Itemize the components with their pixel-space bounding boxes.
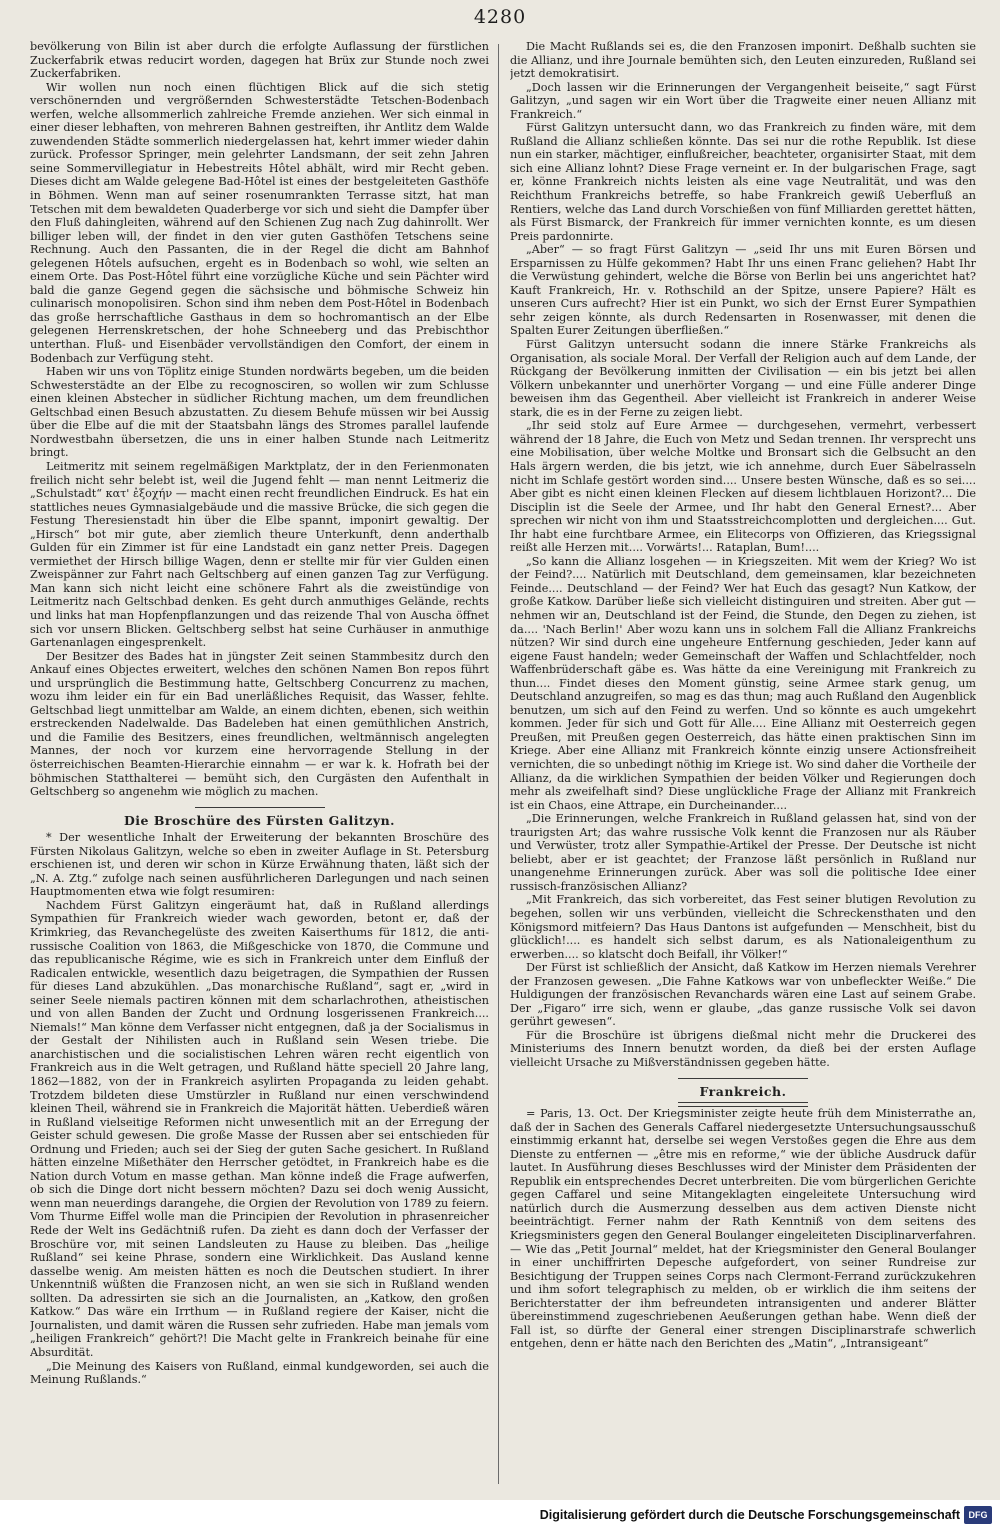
paragraph: * Der wesentliche Inhalt der Erweiterung der bekannten Broschüre des Fürsten Nikolaus Galitzyn, welche so eben in zweiter Auflage in St. Petersburg erschienen ist, und deren wir schon in Kürze Erwähnung thaten, läßt sich der „N. A. Ztg.“ zufolge nach seinen ausführlicheren Darlegungen und nach seinen Hauptmomenten etwa wie folgt resumiren: bbox=[30, 831, 489, 899]
paragraph: Leitmeritz mit seinem regelmäßigen Marktplatz, der in den Ferienmonaten freilich nicht sehr belebt ist, weil die Jugend fehlt — man nennt Leitmeriz die „Schulstadt“ κατ' ἐξοχήν — macht einen recht freundlichen Eindruck. Es hat ein stattliches neues Gymnasialgebäude und die massive Brücke, die sich gegen die Festung Theresienstadt hin über die Elbe spannt, imponirt gewaltig. Der „Hirsch“ bot mir gute, aber ziemlich theure Unterkunft, denn anderthalb Gulden für ein Zimmer ist für eine Landstadt ein ganz netter Preis. Dagegen vermiethet der Hirsch billige Wagen, denn er stellte mir für vier Gulden einen Zweispänner zur Fahrt nach Geltschberg auf einen ganzen Tag zur Verfügung. Man kann sich nicht leicht eine schönere Fahrt als die zweistündige von Leitmeritz nach Geltschbad denken. Es geht durch anmuthiges Gelände, rechts und links hat man Hopfenpflanzungen und das reizende Thal von Auscha öffnet sich vor unsern Blicken. Geltschberg selbst hat seine Curhäuser in anmuthige Gartenanlagen eingesprenkelt. bbox=[30, 459, 489, 650]
paragraph: Haben wir uns von Töplitz einige Stunden nordwärts begeben, um die beiden Schwesterstädte an der Elbe zu recognosciren, so wollen wir zum Schlusse einen kleinen Abstecher in südlicher Richtung machen, um dem freundlichen Geltschbad einen Besuch abzustatten. Zu diesem Behufe müssen wir bei Aussig über die Elbe auf die mit der Staatsbahn längs des Stromes parallel laufende Nordwestbahn übersetzen, die uns in einer halben Stunde nach Leitmeritz bringt. bbox=[30, 365, 489, 460]
paragraph: Der Fürst ist schließlich der Ansicht, daß Katkow im Herzen niemals Verehrer der Franzosen gewesen. „Die Fahne Katkows war von unbefleckter Weiße.“ Die Huldigungen der französischen Revanchards wären eine Last auf seinem Grabe. Der „Figaro“ irre sich, wenn er glaube, „das ganze russische Volk sei davon gerührt gewesen“. bbox=[510, 961, 976, 1029]
paragraph: Nachdem Fürst Galitzyn eingeräumt hat, daß in Rußland allerdings Sympathien für Frankreich wieder wach geworden, betont er, daß der Krimkrieg, das Revanchegelüste des zweiten Kaiserthums für 1812, die anti-russische Coalition von 1863, die Mißgeschicke von 1870, die Commune und das republicanische Régime, wie es sich in Frankreich unter dem Einfluß der Radicalen entwickle, wesentlich dazu beigetragen, die Sympathien der Russen für dieses Land abzukühlen. „Das monarchische Rußland“, sagt er, „wird in seiner Seele niemals pactiren können mit dem scharlachrothen, atheistischen und von allen Banden der Zucht und Ordnung losgerissenen Frankreich.... Niemals!“ Man könne dem Verfasser nicht entgegnen, daß ja der Socialismus in der Gestalt der Nihilisten auch in Rußland sein Wesen triebe. Die anarchistischen und die socialistischen Lehren wären recht eigentlich von Frankreich aus in die Welt getragen, und Rußland hätte speciell 20 Jahre lang, 1862—1882, von der in Frankreich asylirten Propaganda zu leiden gehabt. Trotzdem bildeten diese Umstürzler in Rußland nur einen verschwindend kleinen Theil, während sie in Frankreich die Majorität hätten. Ueberdieß wären in Rußland vielseitige Reformen nicht unwesentlich mit an der Erregung der Geister schuld gewesen. Die große Masse der Russen aber sei entschieden für Ordnung und Frieden; auch sei der Sieg der guten Sache gesichert. In Rußland hätten einzelne Mißethäter den Herrscher getödtet, in Frankreich habe es die Nation durch Votum en masse gethan. Man könne indeß die Frage aufwerfen, ob sich die Dinge dort nicht bessern möchten? Dazu sei doch wenig Aussicht, wenn man neuerdings darangehe, die Orgien der Revolution von 1789 zu feiern. Vom Thurme Eiffel wolle man die Principien der Revolution in phrasenreicher Rede der Welt ins Gedächtniß rufen. Da zieht es dann doch der Verfasser der Broschüre vor, mit seinen Landsleuten zu Hause zu bleiben. Das „heilige Rußland“ sei keine Phrase, sondern eine Wirklichkeit. Das Ausland kenne dasselbe wenig. Am meisten hätten es noch die Deutschen studiert. In ihrer Unkenntniß wüßten die Franzosen nicht, an wen sie sich in Rußland wenden sollten. Da adressirten sie sich an die Journalisten, an „Katkow, den großen Katkow.“ Das wäre ein Irrthum — in Rußland regiere der Kaiser, nicht die Journalisten, und damit wären die Russen sehr zufrieden. Habe man jemals vom „heiligen Frankreich“ gehört?! Die Macht gelte in Frankreich beinahe für eine Absurdität. bbox=[30, 898, 489, 1359]
right-column bbox=[510, 40, 976, 1486]
paragraph: Die Macht Rußlands sei es, die den Franzosen imponirt. Deßhalb suchten sie die Allianz, und ihre Journale bemühten sich, den Leuten einzureden, Rußland sei jetzt demokratisirt. bbox=[510, 40, 976, 81]
paragraph: „Mit Frankreich, das sich vorbereitet, das Fest seiner blutigen Revolution zu begehen, sollen wir uns verbünden, vielleicht die Schreckensthaten und den Königsmord mitfeiern? Das Haus Dantons ist aufgefunden — Menschheit, bist du glücklich!.... es handelt sich selbst darum, es als Nationaleigenthum zu erwerben.... so klatscht doch Beifall, ihr Völker!“ bbox=[510, 893, 976, 961]
left-column bbox=[30, 40, 489, 1486]
section-rule bbox=[678, 1078, 808, 1079]
paragraph: Der Besitzer des Bades hat in jüngster Zeit seinen Stammbesitz durch den Ankauf eines Objectes erweitert, welches den schönen Namen Bon repos führt und ursprünglich die Bestimmung hatte, Geltschberg Concurrenz zu machen, wozu ihm leider ein für ein Bad unerläßliches Requisit, das Wasser, fehlte. Geltschbad liegt unmittelbar am Walde, an einem dichten, ebenen, sich weithin erstreckenden Nadelwalde. Das Badeleben hat einen gemüthlichen Anstrich, und die Familie des Besitzers, eines freundlichen, weltmännisch angelegten Mannes, der noch vor kurzem eine hervorragende Stellung in der österreichischen Beamten-Hierarchie einnahm — er war k. k. Hofrath bei der böhmischen Statthalterei — bemüht sich, den Curgästen den Aufenthalt in Geltschberg so angenehm wie möglich zu machen. bbox=[30, 649, 489, 799]
paragraph: „Aber“ — so fragt Fürst Galitzyn — „seid Ihr uns mit Euren Börsen und Ersparnissen zu Hülfe gekommen? Habt Ihr uns einen Franc geliehen? Habt Ihr die Verwüstung gehindert, welche die Börse von Berlin bei uns angerichtet hat? Kauft Frankreich, Hr. v. Rothschild an der Spitze, unsere Papiere? Hält es unseren Curs aufrecht? Hier ist ein Punkt, wo sich der Ernst Eurer Sympathien sehr zeigen könnte, als durch Redensarten in Rosenwasser, mit denen die Spalten Eurer Zeitungen überfließen.“ bbox=[510, 243, 976, 338]
paragraph: = Paris, 13. Oct. Der Kriegsminister zeigte heute früh dem Ministerrathe an, daß der in Sachen des Generals Caffarel niedergesetzte Untersuchungsausschuß einstimmig erkannt hat, derselbe sei wegen Verstoßes gegen die Ehre aus dem Dienste zu entfernen — „être mis en reforme,“ wie der übliche Ausdruck dafür lautet. In Ausführung dieses Beschlusses wird der Minister dem Präsidenten der Republik ein entsprechendes Decret unterbreiten. Die vom bürgerlichen Gerichte gegen Caffarel und seine Mitangeklagten eingeleitete Untersuchung wird natürlich durch die Ausmerzung desselben aus dem activen Dienste nicht beeinträchtigt. Ferner nahm der Rath Kenntniß von dem seitens des Kriegsministers gegen den General Boulanger eingeleiteten Disciplinarverfahren. — Wie das „Petit Journal“ meldet, hat der Kriegsminister den General Boulanger in einer unchiffrirten Depesche aufgefordert, von seiner Rundreise zur Besichtigung der Truppen seines Corps nach Clermont-Ferrand zurückzukehren und ihm sofort telegraphisch zu melden, ob er wirklich die ihm seitens der Berichterstatter der ihm befreundeten intransigenten und anderer Blätter übereinstimmend zugeschriebenen Aeußerungen gethan habe. Wenn dieß der Fall ist, so dürfte der General einer strengen Disciplinarstrafe schwerlich entgehen, denn er hätte nach den Berichten des „Matin“, „Intransigeant“ bbox=[510, 1107, 976, 1351]
page-number: 4280 bbox=[473, 6, 527, 28]
digitization-footer bbox=[0, 1500, 1000, 1533]
right-column-body-bottom bbox=[510, 1107, 976, 1351]
paragraph: „So kann die Allianz losgehen — in Kriegszeiten. Mit wem der Krieg? Wo ist der Feind?.... Natürlich mit Deutschland, dem gemeinsamen, klar bezeichneten Feinde.... Deutschland — der Feind? Wer hat Euch das gesagt? Nun Katkow, der große Katkow. Darüber ließe sich vielleicht distinguiren und streiten. Aber gut — nehmen wir an, Deutschland ist der Feind, die Stunde, den Degen zu ziehen, ist da.... 'Nach Berlin!' Aber wozu kann uns in solchem Fall die Allianz Frankreichs nützen? Wir sind durch eine ungeheure Entfernung geschieden, Jeder kann auf eigene Faust handeln; weder Gemeinschaft der Waffen und Schlachtfelder, noch Waffenbrüderschaft gäbe es. Was hätte da eine Vereinigung mit Frankreich zu thun.... Findet dieses den Moment günstig, seine Armee stark genug, um Deutschland anzugreifen, so mag es das thun; mag auch Rußland den Augenblick benutzen, um sich auf den Feind zu werfen. Und so könnte es auch umgekehrt kommen. Jeder für sich und Gott für Alle.... Eine Allianz mit Oesterreich gegen Preußen, mit Preußen gegen Oesterreich, das hätte einen praktischen Sinn im Kriege. Aber eine Allianz mit Frankreich könnte einzig unsere Actionsfreiheit vernichten, die so unbedingt nöthig im Kriege ist. Wo sind daher die Vortheile der Allianz, da die wirklichen Sympathien der beiden Völker und Regierungen doch mehr als zweifelhaft sind? Diese unglückliche Frage der Allianz mit Frankreich ist ein Chaos, eine Attrape, ein Durcheinander.... bbox=[510, 554, 976, 812]
section-heading-galitzyn: Die Broschüre des Fürsten Galitzyn. bbox=[123, 812, 396, 828]
paragraph: Für die Broschüre ist übrigens dießmal nicht mehr die Druckerei des Ministeriums des Innern benutzt worden, da dieß bei der ersten Auflage vielleicht Ursache zu Mißverständnissen gegeben hätte. bbox=[510, 1028, 976, 1070]
footer-credit: Digitalisierung gefördert durch die Deutsche Forschungsgemeinschaft bbox=[539, 1508, 960, 1522]
left-column-body-top bbox=[30, 40, 489, 799]
right-column-body-top bbox=[510, 40, 976, 1070]
section-rule bbox=[195, 807, 325, 808]
paragraph: „Ihr seid stolz auf Eure Armee — durchgesehen, vermehrt, verbessert während der 18 Jahre, die Euch von Metz und Sedan trennen. Ihr versprecht uns eine Mobilisation, über welche Moltke und Bronsart sich die Gelbsucht an den Hals ärgern werden, die bis jetzt, wie ich annehme, durch Euer Säbelrasseln nicht im Schlafe gestört worden sind.... Unsere besten Wünsche, daß es so sei.... Aber gibt es nicht einen kleinen Flecken auf diesem lichtblauen Horizont?... Die Disciplin ist die Seele der Armee, und Ihr habt den General Ernest?... Aber sprechen wir nicht von ihm und Staatsstreichcomplotten und dergleichen.... Gut. Ihr habt eine furchtbare Armee, ein Elitecorps von Offizieren, das Kriegssignal reißt alle Herzen mit.... Vorwärts!... Rataplan, Bum!.... bbox=[510, 419, 976, 555]
left-column-body-bottom bbox=[30, 831, 489, 1386]
paragraph: Fürst Galitzyn untersucht sodann die innere Stärke Frankreichs als Organisation, als sociale Moral. Der Verfall der Religion auch auf dem Lande, der Rückgang der Bevölkerung inmitten der Civilisation — ein bis jetzt bei allen Völkern unbekannter und unerhörter Vorgang — und eine Fülle anderer Dinge beweisen ihm das Gegentheil. Aber vielleicht ist Frankreich in anderer Weise stark, die es in der Ferne zu zeigen liebt. bbox=[510, 338, 976, 419]
section-heading-frankreich: Frankreich. bbox=[699, 1083, 787, 1099]
paragraph: „Doch lassen wir die Erinnerungen der Vergangenheit beiseite,“ sagt Fürst Galitzyn, „und sagen wir ein Wort über die Tragweite einer neuen Allianz mit Frankreich.“ bbox=[510, 80, 976, 121]
paragraph: „Die Meinung des Kaisers von Rußland, einmal kundgeworden, sei auch die Meinung Rußlands.“ bbox=[30, 1359, 489, 1387]
paragraph: bevölkerung von Bilin ist aber durch die erfolgte Auflassung der fürstlichen Zuckerfabrik etwas reducirt worden, dagegen hat Brüx zur Stunde noch zwei Zuckerfabriken. bbox=[30, 40, 489, 81]
paragraph: Wir wollen nun noch einen flüchtigen Blick auf die sich stetig verschönernden und vergrößernden Schwesterstädte Tetschen-Bodenbach werfen, welche allsommerlich zahlreiche Fremde anziehen. Wer sich einmal in einer dieser lebhaften, von mehreren Bahnen gestreiften, ihr Antlitz dem Walde zuwendenden Städte sommerlich niedergelassen hat, kehrt immer wieder dahin zurück. Professor Springer, mein gelehrter Landsmann, der seit zehn Jahren seine Sommervillegiatur in Hebestreits Hôtel abhält, wird mir Recht geben. Dieses dicht am Walde gelegene Bad-Hôtel ist eines der bestgeleiteten Gasthöfe in Böhmen. Wenn man auf seiner rosenumrankten Terrasse sitzt, hat man Tetschen mit dem bewaldeten Quaderberge vor sich und sieht die Dampfer über den Fluß dahingleiten, während auf den Schienen Zug nach Zug dahinrollt. Wer billiger leben will, der findet in den vier guten Gasthöfen Tetschens seine Rechnung. Auch den Passanten, die in der Regel die dicht am Bahnhof gelegenen Hôtels aufsuchen, ergeht es in Bodenbach so wohl, wie selten an einem Orte. Das Post-Hôtel führt eine vorzügliche Küche und sein Pächter wird bald die ganze Gegend gegen die sächsische und böhmische Schweiz hin culinarisch monopolisiren. Schon sind ihm neben dem Post-Hôtel in Bodenbach das große herrschaftliche Gasthaus in dem so hochromantisch an der Elbe gelegenen Herrenskretschen, der hohe Schneeberg und das Prebischthor unterthan. Fluß- und Eisenbäder vervollständigen den Comfort, der einem in Bodenbach zur Verfügung steht. bbox=[30, 80, 489, 365]
paragraph: „Die Erinnerungen, welche Frankreich in Rußland gelassen hat, sind von der traurigsten Art; das wahre russische Volk kennt die Franzosen nur als Räuber und Verwüster, trotz aller Sympathie-Artikel der Presse. Der Deutsche ist nicht beliebt, aber er ist geachtet; der Franzose läßt persönlich in Rußland nur unangenehme Erinnerungen zurück. Aber was soll die politische Idee einer russisch-französischen Allianz? bbox=[510, 812, 976, 893]
dfg-logo-icon: DFG bbox=[964, 1506, 992, 1524]
paragraph: Fürst Galitzyn untersucht dann, wo das Frankreich zu finden wäre, mit dem Rußland die Allianz schließen könnte. Das sei nur die rothe Republik. Ist diese nun ein starker, mächtiger, einflußreicher, beachteter, organisirter Staat, mit dem sich eine Allianz lohnt? Diese Frage verneint er. In der bulgarischen Frage, sagt er, könne Frankreich nichts leisten als eine vage Neutralität, und was den Reichthum Frankreichs betreffe, so habe Frankreich gewiß Ueberfluß an Rentiers, welche das Land durch Vorschießen von fünf Milliarden gerettet hätten, als Fürst Bismarck, der Frankreich für immer vernichten konnte, es um diesen Preis pardonnirte. bbox=[510, 121, 976, 243]
column-divider bbox=[498, 44, 499, 1484]
